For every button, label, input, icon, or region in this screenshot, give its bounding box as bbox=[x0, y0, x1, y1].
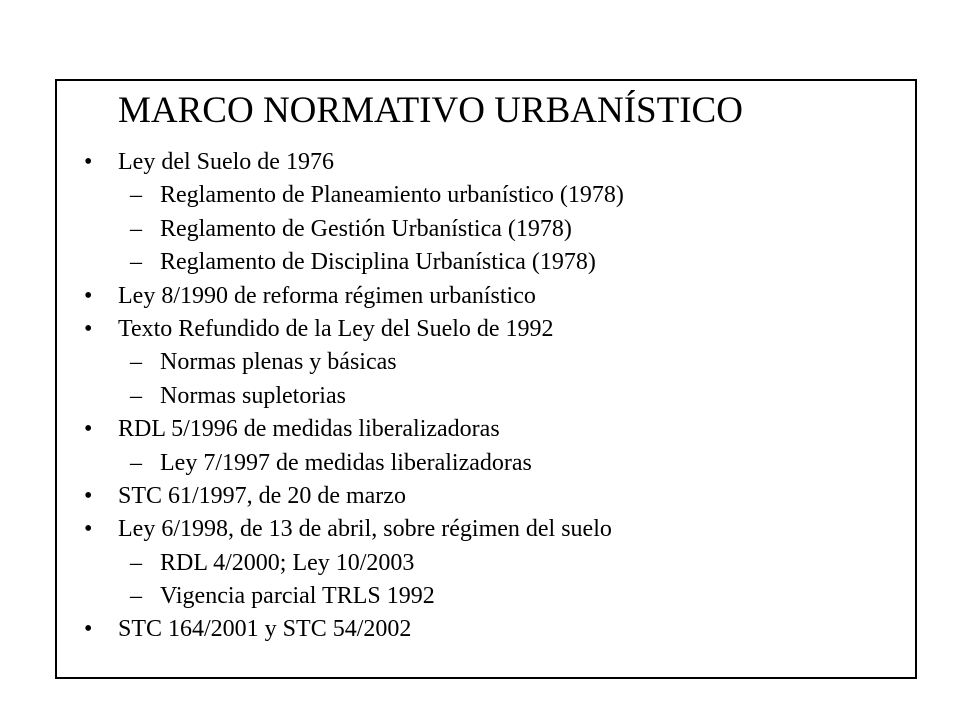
bullet-item bbox=[82, 513, 902, 546]
sub-bullet-text: Vigencia parcial TRLS 1992 bbox=[160, 583, 435, 610]
dash-marker: – bbox=[130, 215, 142, 242]
bullet-marker: • bbox=[84, 482, 93, 509]
bullet-marker: • bbox=[84, 616, 93, 643]
sub-bullet-item bbox=[82, 246, 902, 279]
bullet-text: Ley 8/1990 de reforma régimen urbanístico bbox=[118, 282, 536, 309]
sub-bullet-item bbox=[82, 380, 902, 413]
dash-marker: – bbox=[130, 249, 142, 276]
dash-marker: – bbox=[130, 449, 142, 476]
bullet-item bbox=[82, 480, 902, 513]
bullet-marker: • bbox=[84, 516, 93, 543]
dash-marker: – bbox=[130, 382, 142, 409]
bullet-text: STC 164/2001 y STC 54/2002 bbox=[118, 616, 412, 643]
bullet-marker: • bbox=[84, 416, 93, 443]
dash-marker: – bbox=[130, 583, 142, 610]
sub-bullet-text: Reglamento de Disciplina Urbanística (1978) bbox=[160, 249, 596, 276]
dash-marker: – bbox=[130, 182, 142, 209]
bullet-marker: • bbox=[84, 315, 93, 342]
bullet-item bbox=[82, 313, 902, 346]
bullet-item bbox=[82, 613, 902, 646]
sub-bullet-text: Normas plenas y básicas bbox=[160, 349, 397, 376]
dash-marker: – bbox=[130, 549, 142, 576]
sub-bullet-text: Reglamento de Planeamiento urbanístico (1978) bbox=[160, 182, 624, 209]
sub-bullet-text: Normas supletorias bbox=[160, 382, 346, 409]
sub-bullet-text: Reglamento de Gestión Urbanística (1978) bbox=[160, 215, 572, 242]
bullet-list bbox=[82, 146, 902, 647]
sub-bullet-item bbox=[82, 580, 902, 613]
sub-bullet-item bbox=[82, 346, 902, 379]
bullet-text: Ley 6/1998, de 13 de abril, sobre régimen del suelo bbox=[118, 516, 612, 543]
sub-bullet-item bbox=[82, 447, 902, 480]
bullet-text: Ley del Suelo de 1976 bbox=[118, 149, 334, 175]
dash-marker: – bbox=[130, 349, 142, 376]
bullet-item bbox=[82, 413, 902, 446]
bullet-marker: • bbox=[84, 282, 93, 309]
bullet-text: Texto Refundido de la Ley del Suelo de 1992 bbox=[118, 315, 554, 342]
slide-title: MARCO NORMATIVO URBANÍSTICO bbox=[118, 90, 743, 131]
sub-bullet-text: RDL 4/2000; Ley 10/2003 bbox=[160, 549, 415, 576]
sub-bullet-item bbox=[82, 213, 902, 246]
bullet-text: RDL 5/1996 de medidas liberalizadoras bbox=[118, 416, 500, 443]
bullet-marker: • bbox=[84, 149, 93, 175]
bullet-item bbox=[82, 280, 902, 313]
sub-bullet-item bbox=[82, 547, 902, 580]
sub-bullet-text: Ley 7/1997 de medidas liberalizadoras bbox=[160, 449, 532, 476]
sub-bullet-item bbox=[82, 179, 902, 212]
bullet-text: STC 61/1997, de 20 de marzo bbox=[118, 482, 406, 509]
bullet-item bbox=[82, 146, 902, 179]
